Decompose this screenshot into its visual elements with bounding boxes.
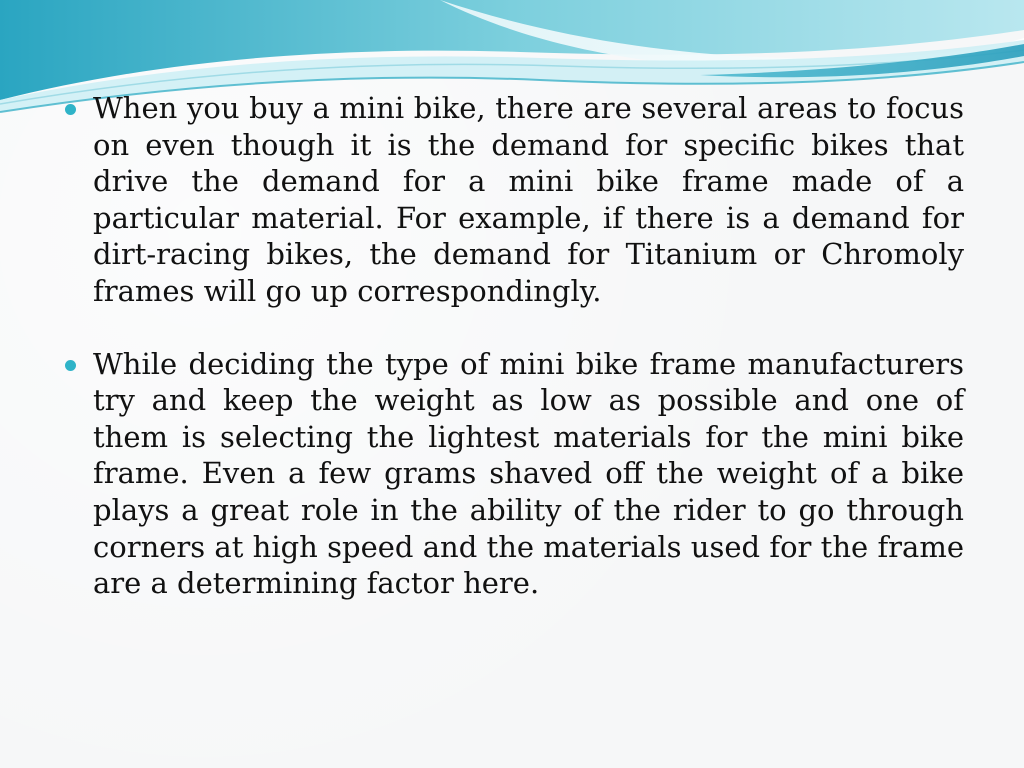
bullet-text: While deciding the type of mini bike frame manufacturers try and keep the weight as low as possible and one of them is selecting the lightest materials for the mini bike frame. Even a few grams shaved off the weight of a bike plays a great role in the ability of the rider to go through corners at high speed and the materials used for the frame are a determining factor here. [93,346,964,601]
bullet-item [62,90,964,310]
slide-body [62,90,964,602]
bullet-item [62,346,964,602]
bullet-dot-icon [65,360,76,371]
bullet-dot-icon [65,104,76,115]
bullet-text: When you buy a mini bike, there are several areas to focus on even though it is the demand for specific bikes that drive the demand for a mini bike frame made of a particular material. For example, if there is a demand for dirt-racing bikes, the demand for Titanium or Chromoly frames will go up correspondingly. [93,91,964,308]
